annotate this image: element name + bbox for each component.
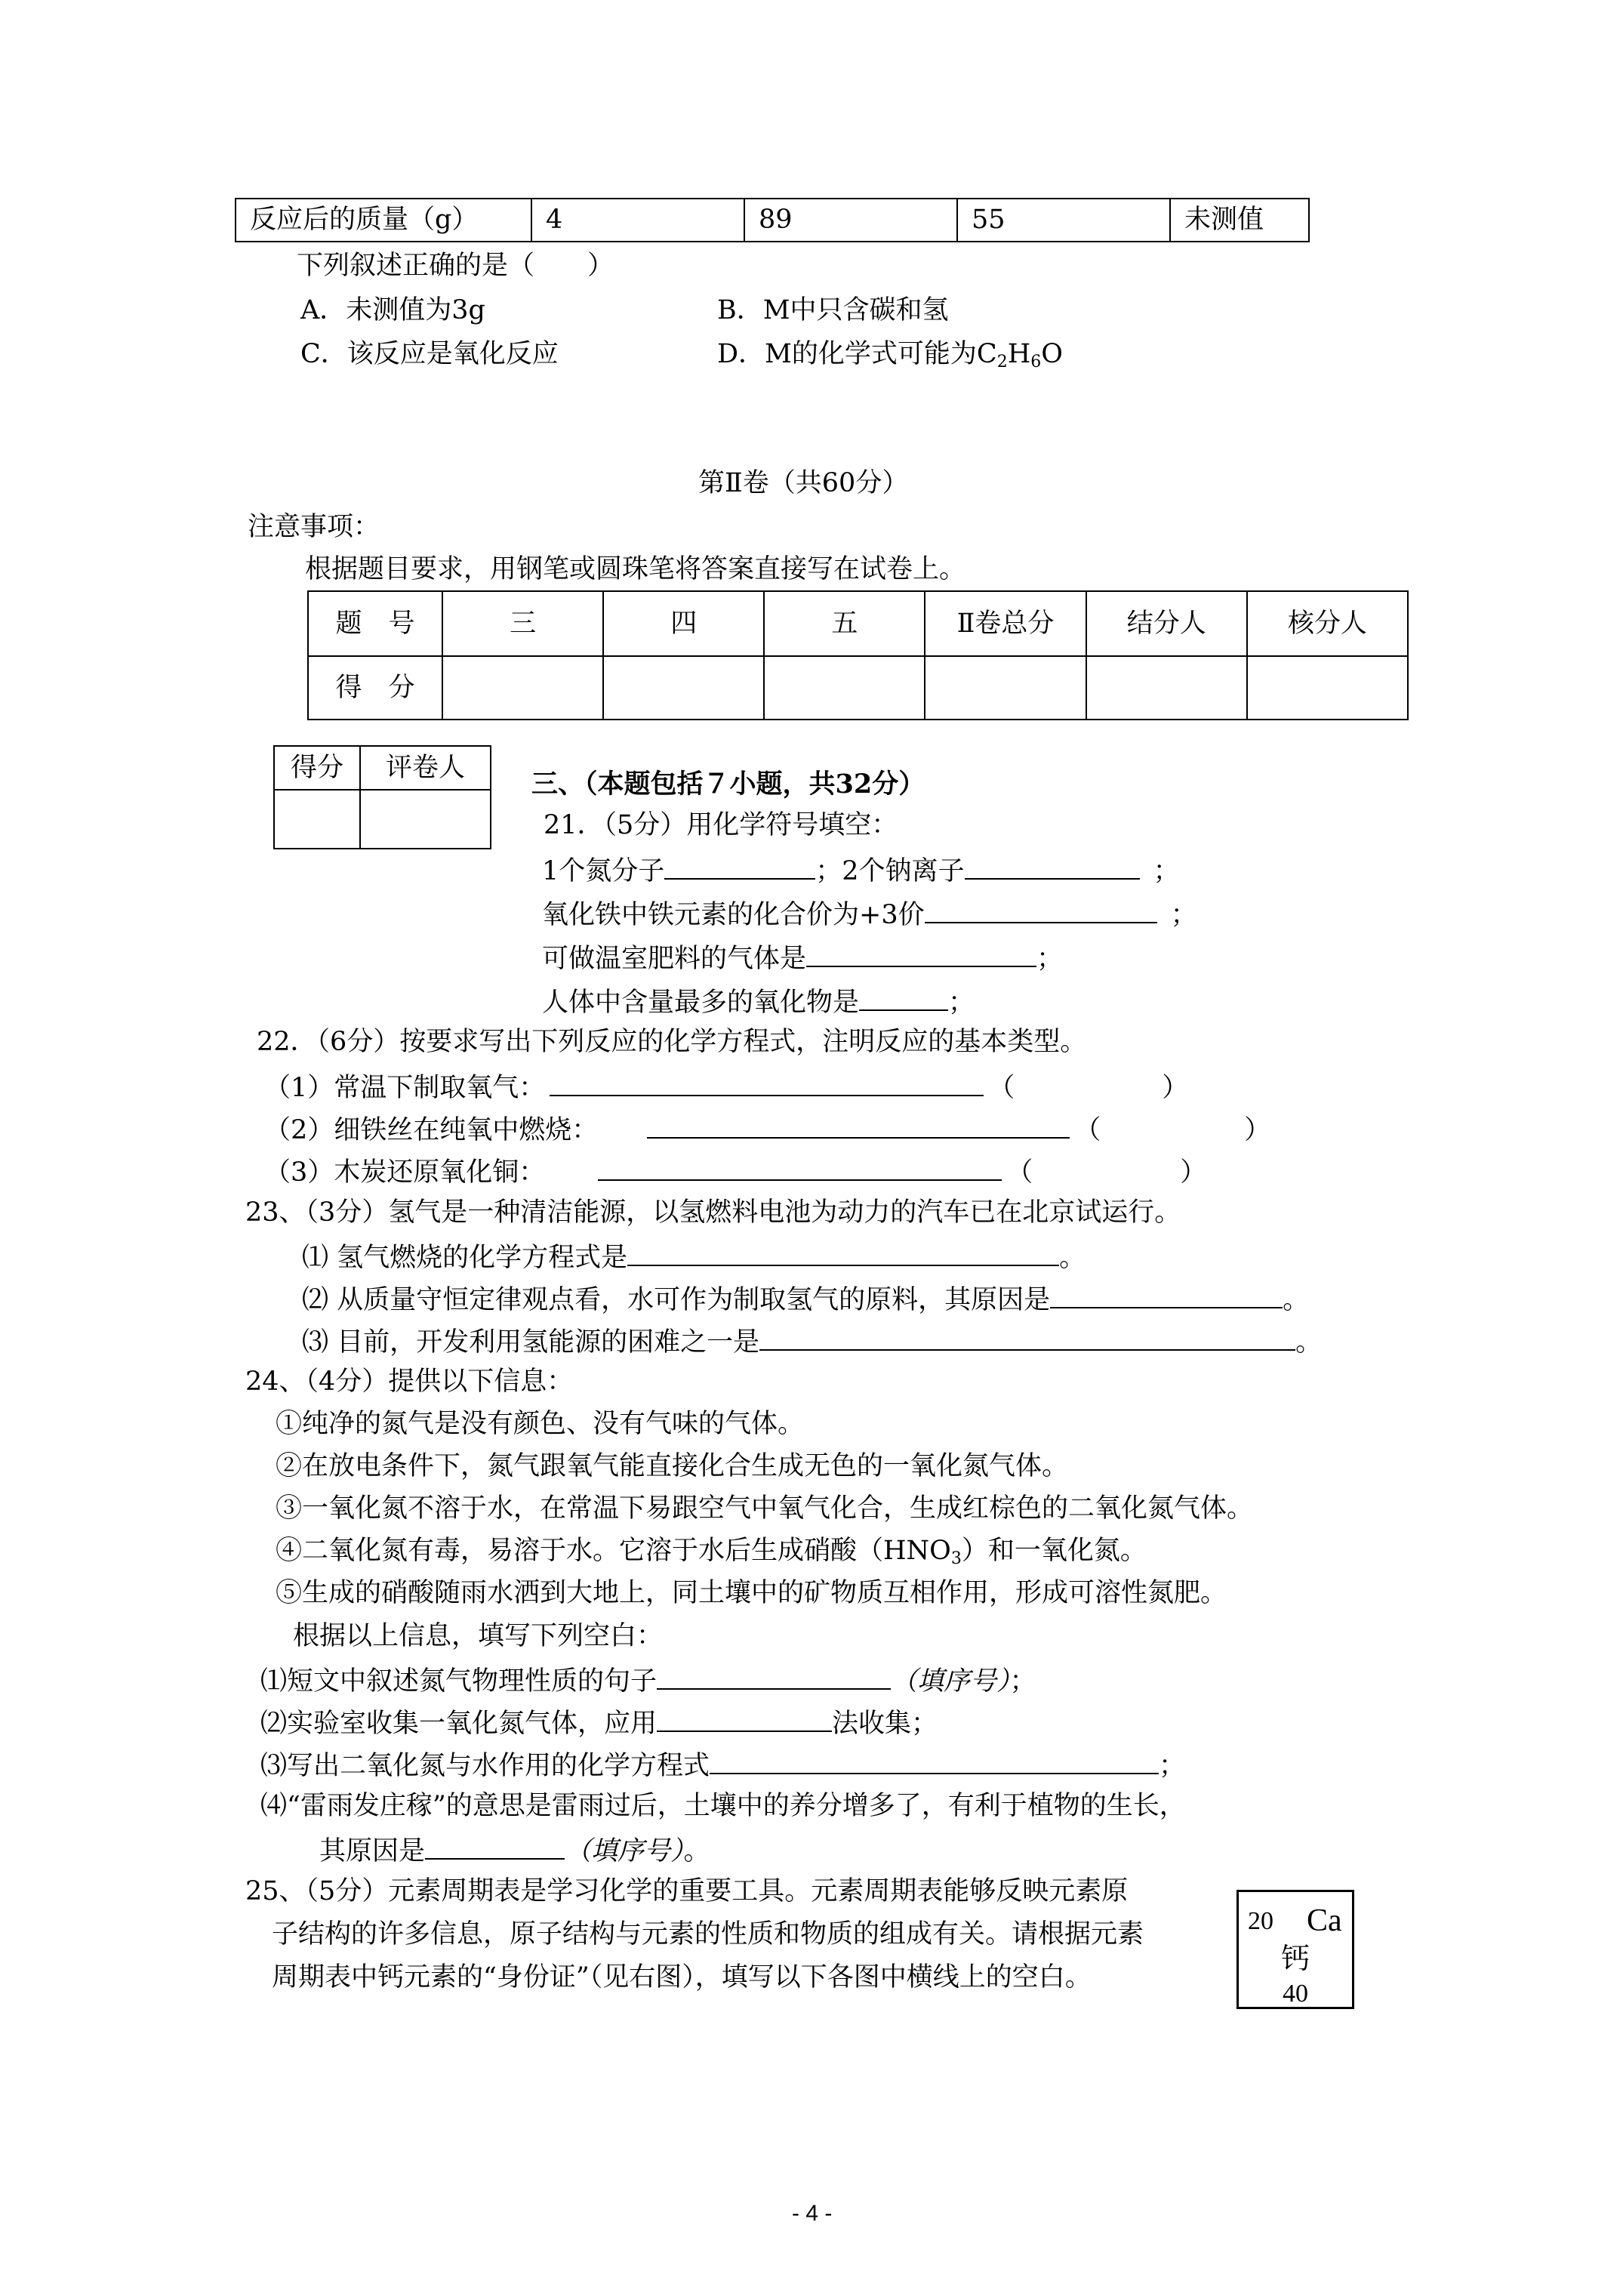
reaction-mass-table	[235, 198, 1310, 242]
q22-item-1: （1）常温下制取氧气： （ ）	[264, 1073, 1189, 1103]
q24-answer-3: ⑶写出二氧化氮与水作用的化学方程式 ；	[260, 1751, 1186, 1781]
q24-answer-2: ⑵实验室收集一氧化氮气体，应用 法收集；	[260, 1709, 938, 1739]
notice-label: 注意事项：	[248, 512, 380, 542]
score-cell[interactable]	[764, 656, 925, 720]
section-title: 第Ⅱ卷（共60分）	[698, 468, 909, 498]
element-name: 钙	[1281, 1943, 1310, 1975]
info-item: ②在放电条件下，氮气跟氧气能直接化合生成无色的一氧化氮气体。	[276, 1451, 1069, 1481]
table-cell: 4	[531, 199, 744, 242]
question-stem: 22．（6分）按要求写出下列反应的化学方程式，注明反应的基本类型。	[257, 1027, 1087, 1057]
answer-blank[interactable]	[759, 1327, 1295, 1351]
table-header: 四	[603, 591, 764, 656]
atomic-mass: 40	[1283, 1980, 1308, 2008]
info-item: ③一氧化氮不溶于水，在常温下易跟空气中氧气化合，生成红棕色的二氧化氮气体。	[276, 1493, 1254, 1524]
table-header: 得分	[274, 746, 360, 790]
q24-answer-4: ⑷“雷雨发庄稼”的意思是雷雨过后，土壤中的养分增多了，有利于植物的生长，	[260, 1791, 1186, 1821]
info-item: ④二氧化氮有毒，易溶于水。它溶于水后生成硝酸$(HNO_3)$和一氧化氮。	[276, 1536, 1147, 1568]
table-header: 三	[442, 591, 603, 656]
answer-blank[interactable]	[664, 855, 815, 880]
q23-line-3: ⑶ 目前，开发利用氢能源的困难之一是 。	[302, 1327, 1323, 1358]
table-row	[236, 199, 1309, 242]
table-cell: 反应后的质量（g）	[236, 199, 531, 242]
answer-blank[interactable]	[859, 987, 948, 1011]
table-row	[274, 790, 491, 849]
prompt-text: 根据以上信息，填写下列空白：	[293, 1621, 664, 1651]
grader-cell[interactable]	[360, 790, 491, 849]
table-cell: 55	[957, 199, 1170, 242]
question-stem: 21．（5分）用化学符号填空：	[544, 810, 898, 840]
question-stem: 下列叙述正确的是（ ）	[297, 251, 614, 281]
table-header: 得 分	[308, 656, 442, 720]
answer-blank[interactable]	[925, 899, 1157, 923]
answer-blank[interactable]	[627, 1242, 1059, 1266]
table-header: 题 号	[308, 591, 442, 656]
notice-text: 根据题目要求，用钢笔或圆珠笔将答案直接写在试卷上。	[305, 554, 966, 584]
answer-blank[interactable]	[710, 1750, 1159, 1774]
answer-blank[interactable]	[965, 855, 1140, 880]
q22-item-3: （3）木炭还原氧化铜： （ ）	[264, 1157, 1207, 1188]
grader-box	[273, 745, 491, 849]
answer-blank[interactable]	[657, 1666, 891, 1690]
question-stem: 23、（3分）氢气是一种清洁能源，以氢燃料电池为动力的汽车已在北京试运行。	[245, 1197, 1181, 1228]
table-cell: 89	[744, 199, 957, 242]
question-text: 周期表中钙元素的“身份证”（见右图），填写以下各图中横线上的空白。	[272, 1962, 1092, 1992]
q24-answer-4b: 其原因是 （填序号）。	[319, 1836, 710, 1866]
answer-blank[interactable]	[657, 1708, 832, 1732]
answer-blank[interactable]	[647, 1114, 1070, 1139]
q24-answer-1: ⑴短文中叙述氮气物理性质的句子 （填序号）；	[260, 1666, 1036, 1697]
q21-line-4: 人体中含量最多的氧化物是 ；	[542, 988, 975, 1018]
info-item: ①纯净的氮气是没有颜色、没有气味的气体。	[276, 1409, 805, 1439]
q21-line-2: 氧化铁中铁元素的化合价为+3价 ；	[542, 900, 1197, 930]
score-cell[interactable]	[925, 656, 1086, 720]
table-header: 五	[764, 591, 925, 656]
score-cell[interactable]	[442, 656, 603, 720]
score-cell[interactable]	[1247, 656, 1408, 720]
page-number: - 4 -	[792, 2201, 833, 2226]
option-a: A．未测值为3g	[300, 295, 485, 325]
table-cell: 未测值	[1170, 199, 1309, 242]
question-text: 子结构的许多信息，原子结构与元素的性质和物质的组成有关。请根据元素	[272, 1919, 1144, 1949]
table-row	[308, 656, 1408, 720]
question-stem: 25、（5分）元素周期表是学习化学的重要工具。元素周期表能够反映元素原	[245, 1876, 1129, 1906]
score-table	[307, 590, 1409, 720]
atomic-number: 20	[1248, 1907, 1273, 1935]
q23-line-1: ⑴ 氢气燃烧的化学方程式是 。	[302, 1243, 1086, 1273]
option-b: B．M中只含碳和氢	[717, 295, 949, 325]
q21-line-1: 1个氮分子 ；2个钠离子 ；	[542, 856, 1180, 886]
score-cell[interactable]	[1086, 656, 1247, 720]
table-header: 核分人	[1247, 591, 1408, 656]
score-cell[interactable]	[603, 656, 764, 720]
q21-line-3: 可做温室肥料的气体是 ；	[542, 944, 1064, 974]
score-cell[interactable]	[274, 790, 360, 849]
table-header: Ⅱ卷总分	[925, 591, 1086, 656]
element-symbol: Ca	[1307, 1903, 1342, 1938]
table-header: 评卷人	[360, 746, 491, 790]
answer-blank[interactable]	[425, 1835, 565, 1860]
info-item: ⑤生成的硝酸随雨水洒到大地上，同土壤中的矿物质互相作用，形成可溶性氮肥。	[276, 1578, 1227, 1608]
table-header: 结分人	[1086, 591, 1247, 656]
question-stem: 24、（4分）提供以下信息：	[245, 1367, 574, 1397]
option-d: D．M的化学式可能为$C_2H_6O$	[717, 339, 1063, 371]
answer-blank[interactable]	[1050, 1284, 1283, 1308]
table-row	[274, 746, 491, 790]
answer-blank[interactable]	[550, 1072, 984, 1096]
option-c: C．该反应是氧化反应	[300, 339, 559, 369]
answer-blank[interactable]	[806, 943, 1036, 967]
table-row	[308, 591, 1408, 656]
element-card	[1236, 1890, 1354, 2009]
part-title: 三、（本题包括７小题，共32分）	[531, 769, 925, 800]
answer-blank[interactable]	[598, 1157, 1002, 1181]
q23-line-2: ⑵ 从质量守恒定律观点看，水可作为制取氢气的原料，其原因是 。	[302, 1285, 1310, 1315]
q22-item-2: （2）细铁丝在纯氧中燃烧： （ ）	[264, 1115, 1271, 1145]
